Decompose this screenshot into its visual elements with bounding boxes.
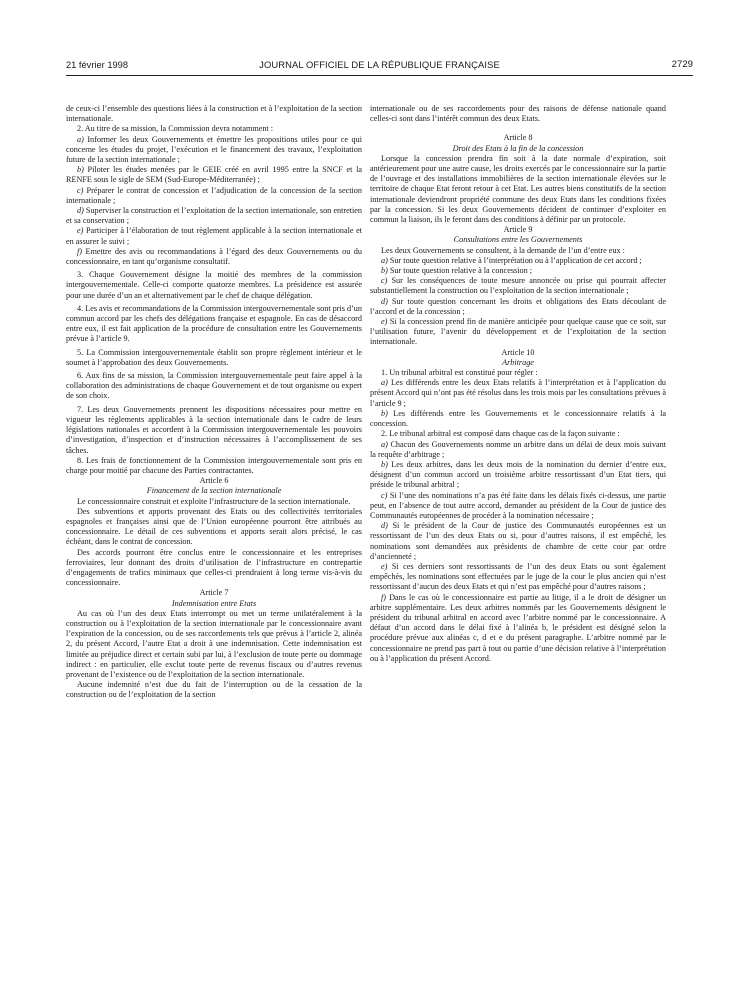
- article-10-title: Arbitrage: [502, 357, 534, 367]
- page-number: 2729: [671, 59, 693, 70]
- list-item: a) Chacun des Gouvernements nomme un arbitre dans un délai de deux mois suivant la requête d’arbitrage ;: [370, 439, 667, 459]
- article-9-title: Consultations entre les Gouvernements: [453, 235, 583, 245]
- paragraph: 2. Le tribunal arbitral est composé dans chaque cas de la façon suivante :: [381, 429, 620, 439]
- left-column: [66, 104, 362, 701]
- paragraph: Au cas où l’un des deux Etats interrompt ou met un terme unilatéralement à la construction ou à l’exploitation de la section internationale par le concessionnaire avant l’expiration de la concession, ou de ses raccordements tels que prévus à l’article 2, alinéa 2, du présent Accord, l’autre Etat a droit à une indemnisation. Cette indemnisation est limitée au préjudice direct et certain subi par lui, à l’exclusion de toute perte ou dommage indirect : en particulier, elle exclut toute perte de revenus fiscaux ou d’autres revenus provenant de l’existence ou de l’exploitation de la section internationale.: [66, 608, 362, 679]
- paragraph: Des accords pourront être conclus entre le concessionnaire et les entreprises ferroviaires, leur donnant des droits d’utilisation de l’infrastructure en contrepartie d’engagements de trafics minimaux que celles-ci prendraient à long terme vis-à-vis du concessionnaire.: [66, 547, 362, 588]
- paragraph: Lorsque la concession prendra fin soit à la date normale d’expiration, soit antérieurement pour une autre cause, les droits exercés par le concessionnaire sur la partie de l’ouvrage et des installations immobilières de la section internationale élevées sur le territoire de chaque Etat feront retour à cet Etat. Les autres biens constitutifs de la section internationale deviendront propriété commune des deux Etats dans les conditions fixées par la concession. Si les deux Gouvernements décident de continuer d’exploiter en commun la liaison, ils le feront dans des conditions à définir par un protocole.: [370, 153, 666, 225]
- paragraph: 2. Au titre de sa mission, la Commission devra notamment :: [77, 124, 274, 134]
- paragraph: 8. Les frais de fonctionnement de la Commission intergouvernementale sont pris en charge pour moitié par chacune des Parties contractantes.: [66, 455, 362, 475]
- paragraph: Aucune indemnité n’est due du fait de l’interruption ou de la cessation de la construction ou de l’exploitation de la section: [66, 680, 362, 700]
- article-6-heading: Article 6: [199, 476, 229, 486]
- list-item: b) Piloter les études menées par le GEIE créé en avril 1995 entre la SNCF et la RENFE sous le sigle de SEM (Sud-Europe-Méditerranée) ;: [66, 165, 362, 185]
- list-item: e) Participer à l’élaboration de tout règlement applicable à la section internationale et en assurer le suivi ;: [66, 226, 362, 246]
- page-header: [66, 59, 693, 76]
- list-item: b) Les deux arbitres, dans les deux mois de la nomination du dernier d’entre eux, désignent d’un commun accord un troisième arbitre ressortissant d’un Etat tiers, qui préside le tribunal arbitral ;: [370, 459, 666, 490]
- header-date: 21 février 1998: [66, 60, 129, 70]
- paragraph: de ceux-ci l’ensemble des questions liées à la construction et à l’exploitation de la section internationale.: [66, 104, 362, 124]
- list-item: f) Dans le cas où le concessionnaire est partie au litige, il a le droit de désigner un arbitre supplémentaire. Les deux arbitres nommés par les Gouvernements désignent le président du tribunal arbitral en accord avec l’arbitre nommé par le concessionnaire. A défaut d’un accord dans le délai fixé à l’alinéa b, le président est désigné selon la procédure prévue aux alinéas c, d et e du présent paragraphe. L’arbitre nommé par le concessionnaire ne prend pas part à tout ou partie d’une décision relative à l’interprétation ou à l’application du présent Accord.: [370, 592, 666, 663]
- paragraph: 6. Aux fins de sa mission, la Commission intergouvernementale peut faire appel à la collaboration des administrations de chaque Gouvernement et de tout organisme ou expert de son choix.: [66, 371, 362, 401]
- list-item: d) Superviser la construction et l’exploitation de la section internationale, son entretien et sa conservation ;: [66, 206, 362, 226]
- article-7-title: Indemnisation entre Etats: [171, 598, 257, 608]
- list-item: f) Emettre des avis ou recommandations à l’égard des deux Gouvernements ou du concessionnaire, en tant qu’organisme consultatif.: [66, 246, 362, 267]
- paragraph: Les deux Gouvernements se consultent, à la demande de l’un d’entre eux :: [381, 245, 625, 255]
- article-10-heading: Article 10: [501, 347, 535, 357]
- paragraph: 1. Un tribunal arbitral est constitué pour régler :: [381, 368, 538, 378]
- article-6-title: Financement de la section internationale: [146, 486, 282, 496]
- paragraph: 5. La Commission intergouvernementale établit son propre règlement intérieur et le soumet à l’approbation des deux Gouvernements.: [66, 347, 362, 367]
- list-item: a) Sur toute question relative à l’interprétation ou à l’application de cet accord ;: [381, 255, 642, 265]
- article-9-heading: Article 9: [503, 225, 533, 235]
- list-item: b) Sur toute question relative à la concession ;: [381, 266, 532, 276]
- list-item: e) Si la concession prend fin de manière anticipée pour quelque cause que ce soit, sur l’utilisation future, l’avenir du développement et de l’exploitation de la section internationale.: [370, 317, 666, 347]
- list-item: a) Les différends entre les deux Etats relatifs à l’interprétation et à l’application du présent Accord qui n’ont pas été résolus dans les trois mois par les consultations prévues à l’article 9 ;: [370, 378, 667, 408]
- paragraph: 7. Les deux Gouvernements prennent les dispositions nécessaires pour mettre en vigueur les règlements applicables à la section internationale dans le cadre de leurs législations nationales et accordent à la Commission intergouvernementale les pouvoirs d’investigation, d’inspection et d’instruction nécessaires à l’accomplissement de ses tâches.: [66, 404, 362, 455]
- list-item: d) Si le président de la Cour de justice des Communautés européennes est un ressortissant de l’un des deux Etats ou si, pour d’autres raisons, il est empêché, les nominations sont demandées aux présidents de chambre de cette cour par ordre d’ancienneté ;: [370, 521, 666, 561]
- paragraph: 4. Les avis et recommandations de la Commission intergouvernementale sont pris d’un commun accord par les chefs des délégations française et espagnole. En cas de désaccord entre eux, il est fait application de la procédure de consultation entre les Gouvernements prévue à l’article 9.: [66, 303, 362, 344]
- article-7-heading: Article 7: [199, 588, 229, 598]
- list-item: e) Si ces derniers sont ressortissants de l’un des deux Etats ou sont également empêchés, les nominations sont effectuées par le juge de la cour le plus ancien qui n’est ressortissant d’aucun des deux Etats et qui n’est pas empêché pour d’autres raisons ;: [370, 561, 666, 592]
- list-item: a) Informer les deux Gouvernements et émettre les propositions utiles pour ce qui concerne les études du projet, l’exécution et le financement des travaux, l’exploitation future de la section internationale ;: [66, 134, 362, 165]
- article-8-heading: Article 8: [503, 133, 533, 143]
- list-item: c) Préparer le contrat de concession et l’adjudication de la concession de la section internationale ;: [66, 185, 362, 205]
- paragraph: 3. Chaque Gouvernement désigne la moitié des membres de la commission intergouvernementale. Celle-ci comporte quatorze membres. La présidence est assurée pour une durée d’un an et alternativement par le chef de chaque délégation.: [66, 270, 362, 300]
- right-column: [370, 104, 666, 664]
- journal-title: JOURNAL OFFICIEL DE LA RÉPUBLIQUE FRANÇAISE: [259, 59, 500, 70]
- list-item: b) Les différends entre les Gouvernements et le concessionnaire relatifs à la concession.: [370, 408, 666, 429]
- paragraph: internationale ou de ses raccordements pour des raisons de défense nationale quand celles-ci sont dans l’intérêt commun des deux Etats.: [370, 104, 666, 124]
- list-item: d) Sur toute question concernant les droits et obligations des Etats découlant de l’accord et de la concession ;: [370, 296, 666, 316]
- list-item: c) Si l’une des nominations n’a pas été faite dans les délais fixés ci-dessus, une partie peut, en l’absence de tout autre accord, demander au président de la Cour de justice des Communautés européennes de procéder à la nomination nécessaire ;: [370, 490, 667, 520]
- list-item: c) Sur les conséquences de toute mesure annoncée ou prise qui pourrait affecter substantiellement la construction ou l’exploitation de la section internationale ;: [370, 276, 667, 296]
- paragraph: Le concessionnaire construit et exploite l’infrastructure de la section internationale.: [77, 496, 351, 506]
- paragraph: Des subventions et apports provenant des Etats ou des collectivités territoriales espagnoles et françaises ainsi que de l’Union européenne pourront être attribués au concessionnaire. Le détail de ces subventions et apports serait alors précisé, le cas échéant, dans le contrat de concession.: [66, 506, 362, 547]
- article-8-title: Droit des Etats à la fin de la concession: [452, 143, 584, 153]
